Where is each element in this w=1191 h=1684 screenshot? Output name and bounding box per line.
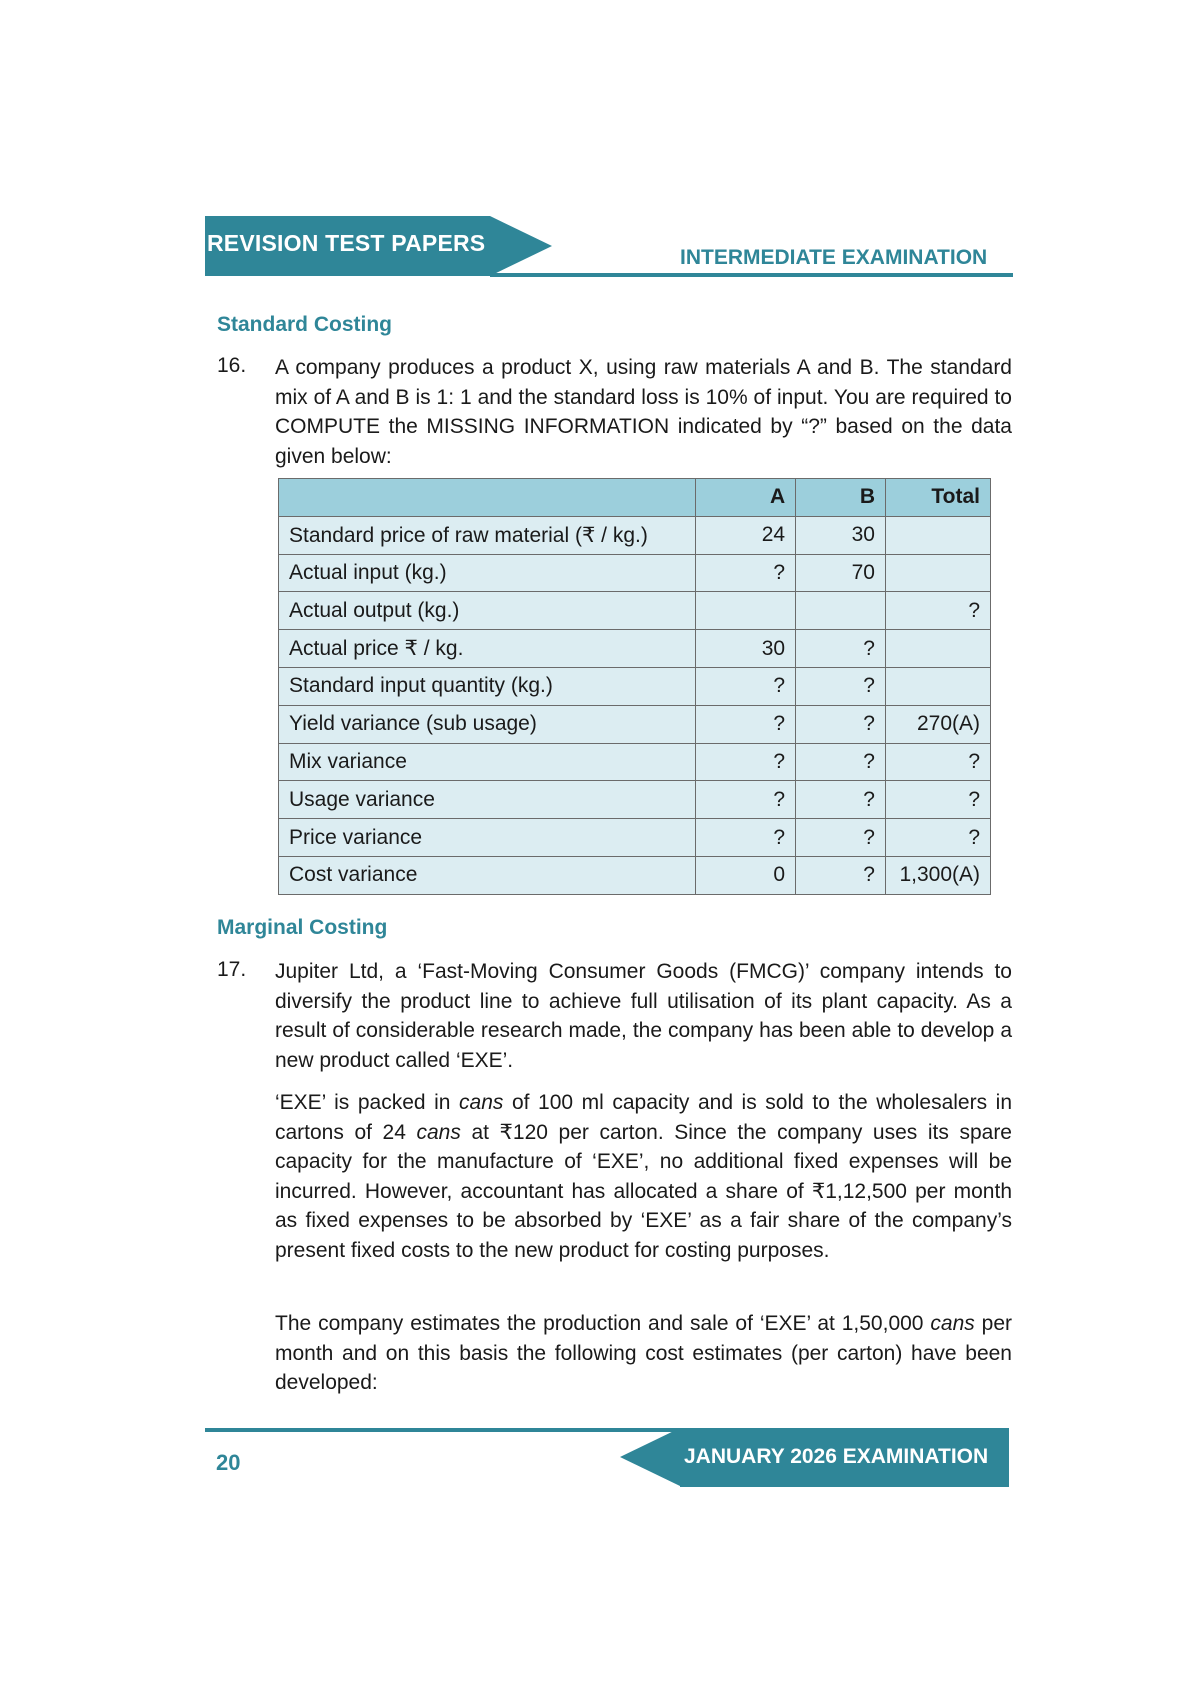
table-cell: ?	[885, 781, 990, 819]
table-cell: ?	[796, 743, 886, 781]
table-header-cell: Total	[885, 479, 990, 517]
table-cell: ?	[796, 630, 886, 668]
footer-right-title: JANUARY 2026 EXAMINATION	[684, 1445, 989, 1468]
table-cell: ?	[796, 856, 886, 894]
table-header-cell: A	[696, 479, 796, 517]
table-row	[279, 856, 991, 894]
question-number-17: 17.	[217, 958, 247, 981]
table-row-label: Usage variance	[279, 781, 696, 819]
table-header-row	[279, 479, 991, 517]
table-row-label: Actual output (kg.)	[279, 592, 696, 630]
table-cell: ?	[885, 819, 990, 857]
table-header-cell	[279, 479, 696, 517]
table-cell	[696, 592, 796, 630]
table-row-label: Standard input quantity (kg.)	[279, 667, 696, 705]
table-row	[279, 705, 991, 743]
question-16-text: A company produces a product X, using raw materials A and B. The standard mix of A and B is 1: 1 and the standard loss is 10% of input. You are required to COMPUTE the MISSING INFORMATION indicated by “?” based on the data given below:	[275, 356, 1012, 468]
table-row-label: Yield variance (sub usage)	[279, 705, 696, 743]
table-row	[279, 781, 991, 819]
table-row	[279, 516, 991, 554]
table-row	[279, 592, 991, 630]
table-cell: 0	[696, 856, 796, 894]
table-row-label: Price variance	[279, 819, 696, 857]
question-17-para-3: The company estimates the production and sale of ‘EXE’ at 1,50,000 cans per month and on this basis the following cost estimates (per carton) have been developed:	[275, 1312, 1013, 1394]
table-cell: ?	[696, 743, 796, 781]
variance-table	[278, 478, 991, 895]
footer-rule	[205, 1428, 680, 1432]
table-cell: ?	[796, 705, 886, 743]
table-cell: ?	[885, 592, 990, 630]
table-cell: ?	[696, 781, 796, 819]
table-cell: ?	[696, 554, 796, 592]
table-row-label: Actual input (kg.)	[279, 554, 696, 592]
page-number: 20	[216, 1450, 241, 1475]
table-cell: ?	[885, 743, 990, 781]
header-left-title: REVISION TEST PAPERS	[207, 230, 486, 256]
question-17-para-1: Jupiter Ltd, a ‘Fast-Moving Consumer Goods (FMCG)’ company intends to diversify the product line to achieve full utilisation of its plant capacity. As a result of considerable research made, the company has been able to develop a new product called ‘EXE’.	[275, 960, 1012, 1072]
table-cell: ?	[696, 819, 796, 857]
header-right-title: INTERMEDIATE EXAMINATION	[680, 246, 988, 269]
section-heading-standard-costing: Standard Costing	[217, 313, 393, 336]
table-cell: 30	[796, 516, 886, 554]
header-rule	[490, 273, 1013, 277]
table-cell: 1,300(A)	[885, 856, 990, 894]
table-cell: ?	[696, 667, 796, 705]
table-row-label: Cost variance	[279, 856, 696, 894]
table-cell: ?	[796, 781, 886, 819]
table-cell	[796, 592, 886, 630]
table-row-label: Standard price of raw material (₹ / kg.)	[279, 516, 696, 554]
table-row	[279, 667, 991, 705]
table-cell: 30	[696, 630, 796, 668]
table-row	[279, 554, 991, 592]
table-row	[279, 819, 991, 857]
table-cell	[885, 630, 990, 668]
table-cell: ?	[796, 819, 886, 857]
table-row	[279, 630, 991, 668]
table-row-label: Mix variance	[279, 743, 696, 781]
question-17-para-2: ‘EXE’ is packed in cans of 100 ml capacity and is sold to the wholesalers in cartons of 24 cans at ₹120 per carton. Since the company uses its spare capacity for the manufacture of ‘EXE’, no additional fixed expenses will be incurred. However, accountant has allocated a share of ₹1,12,500 per month as fixed expenses to be absorbed by ‘EXE’ as a fair share of the company’s present fixed costs to the new product for costing purposes.	[275, 1091, 1012, 1262]
table-header-cell: B	[796, 479, 886, 517]
section-heading-marginal-costing: Marginal Costing	[217, 916, 388, 939]
table-cell: 270(A)	[885, 705, 990, 743]
table-cell: ?	[696, 705, 796, 743]
table-cell: 70	[796, 554, 886, 592]
table-cell	[885, 667, 990, 705]
table-cell	[885, 554, 990, 592]
header-arrow-shape	[490, 216, 552, 276]
table-cell: ?	[796, 667, 886, 705]
table-cell	[885, 516, 990, 554]
table-row	[279, 743, 991, 781]
table-cell: 24	[696, 516, 796, 554]
footer-arrow-shape	[620, 1428, 680, 1486]
question-number-16: 16.	[217, 354, 247, 377]
table-row-label: Actual price ₹ / kg.	[279, 630, 696, 668]
